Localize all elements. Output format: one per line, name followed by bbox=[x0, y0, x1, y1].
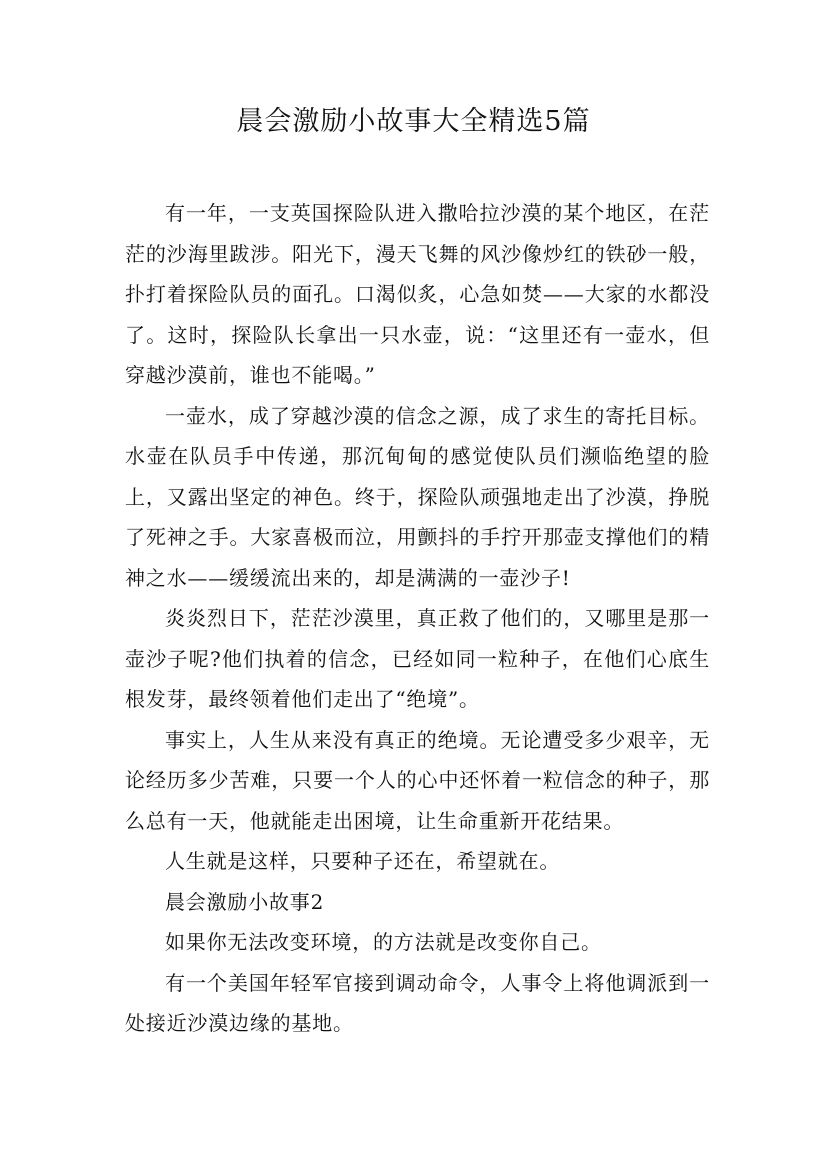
paragraph: 一壶水，成了穿越沙漠的信念之源，成了求生的寄托目标。水壶在队员手中传递，那沉甸甸的感觉使队员们濒临绝望的脸上，又露出坚定的神色。终于，探险队顽强地走出了沙漠，挣脱了死神之手。大家喜极而泣，用颤抖的手拧开那壶支撑他们的精神之水——缓缓流出来的，却是满满的一壶沙子! bbox=[125, 403, 710, 590]
document-title: 晨会激励小故事大全精选5篇 bbox=[236, 106, 591, 137]
document-body bbox=[125, 193, 710, 1044]
paragraph: 有一年，一支英国探险队进入撒哈拉沙漠的某个地区，在茫茫的沙海里跋涉。阳光下，漫天飞舞的风沙像炒红的铁砂一般，扑打着探险队员的面孔。口渴似炙，心急如焚——大家的水都没了。这时，探险队长拿出一只水壶，说：“这里还有一壶水，但穿越沙漠前，谁也不能喝。” bbox=[125, 201, 710, 387]
paragraph: 炎炎烈日下，茫茫沙漠里，真正救了他们的，又哪里是那一壶沙子呢?他们执着的信念，已经如同一粒种子，在他们心底生根发芽，最终领着他们走出了“绝境”。 bbox=[125, 606, 710, 711]
paragraph: 有一个美国年轻军官接到调动命令，人事令上将他调派到一处接近沙漠边缘的基地。 bbox=[125, 970, 710, 1035]
paragraph: 事实上，人生从来没有真正的绝境。无论遭受多少艰辛，无论经历多少苦难，只要一个人的心中还怀着一粒信念的种子，那么总有一天，他就能走出困境，让生命重新开花结果。 bbox=[125, 727, 710, 833]
paragraph: 人生就是这样，只要种子还在，希望就在。 bbox=[165, 849, 561, 873]
paragraph: 如果你无法改变环境，的方法就是改变你自己。 bbox=[165, 930, 602, 954]
section-heading: 晨会激励小故事2 bbox=[165, 889, 325, 914]
